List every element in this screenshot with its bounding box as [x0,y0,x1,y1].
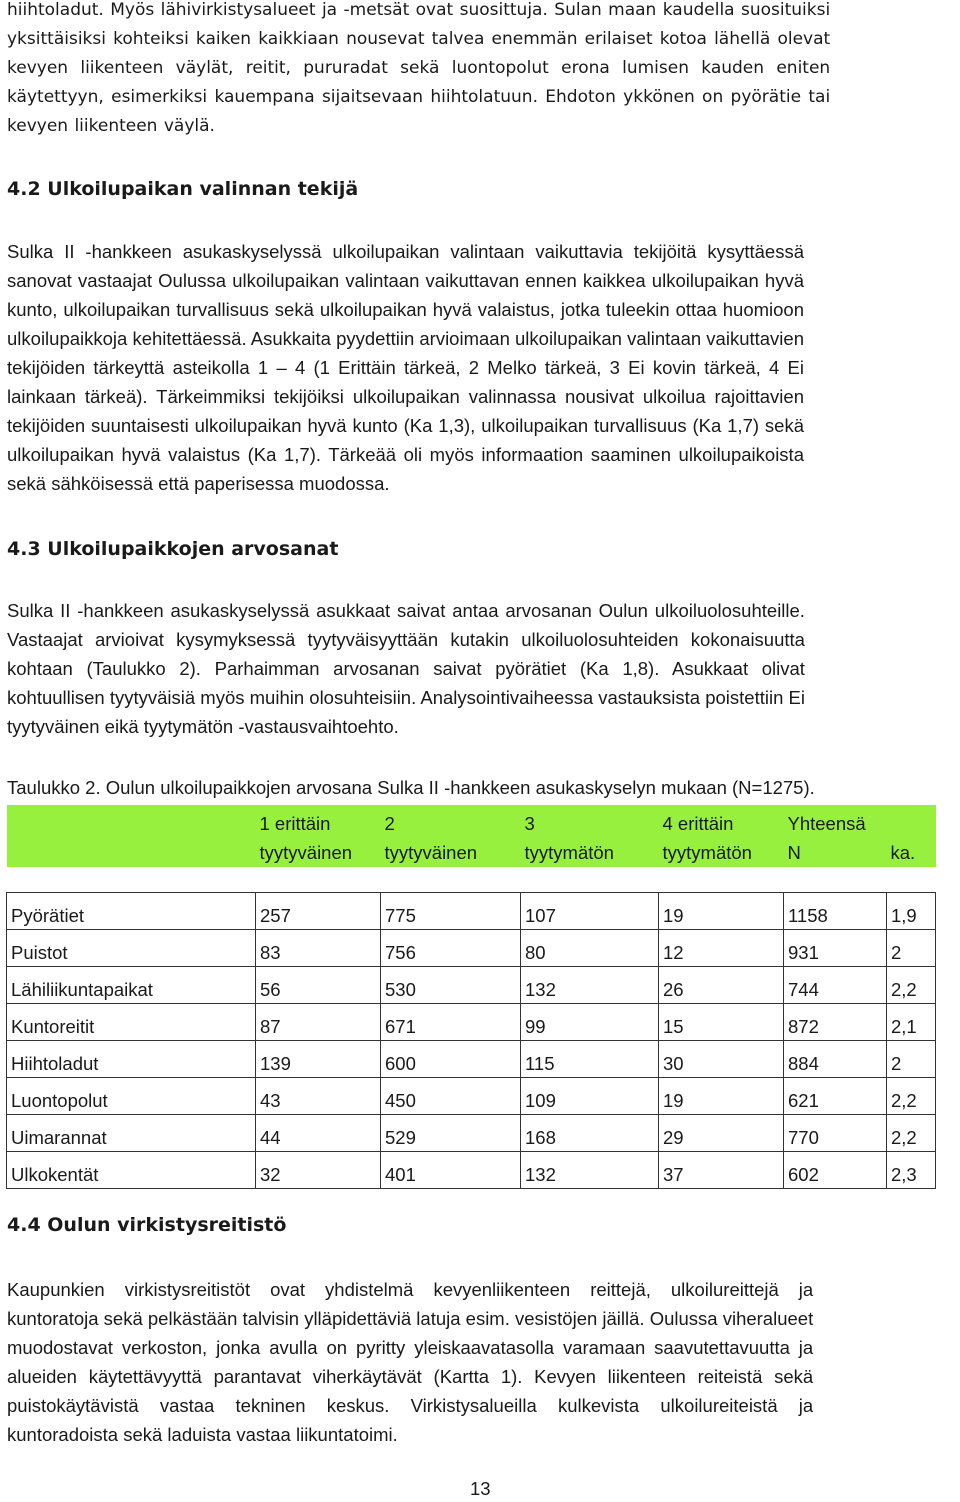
value-cell: 602 [784,1152,887,1189]
row-label-cell: Lähiliikuntapaikat [7,967,256,1004]
value-cell: 2 [887,930,936,967]
text-line: sekä sähköisessä että paperisessa muodossa. [7,473,390,494]
value-cell: 671 [381,1004,521,1041]
value-cell: 115 [521,1041,659,1078]
text-line: lainkaan tärkeä). Tärkeimmiksi tekijöiksi ulkoilupaikan valinnassa nousivat ulkoilua rajoittavien [7,386,804,407]
ratings-table [6,805,936,1189]
value-cell: 529 [381,1115,521,1152]
value-cell: 621 [784,1078,887,1115]
text-line: kevyen liikenteen väylät, reitit, pururadat sekä luontopolut erona lumisen kauden eniten [7,58,831,78]
header-cell: 3 tyytymätön [521,805,659,867]
row-label-cell: Ulkokentät [7,1152,256,1189]
text-line: kohtaan (Taulukko 2). Parhaimman arvosanan saivat pyörätiet (Ka 1,8). Asukkaat olivat [7,658,805,679]
row-label-cell: Kuntoreitit [7,1004,256,1041]
text-line: Sulka II -hankkeen asukaskyselyssä asukkaat saivat antaa arvosanan Oulun ulkoiluolosuhteille. [7,600,805,621]
value-cell: 139 [256,1041,381,1078]
value-cell: 257 [256,893,381,930]
section-heading-4-2: 4.2 Ulkoilupaikan valinnan tekijä [7,178,359,200]
value-cell: 931 [784,930,887,967]
header-cell: Yhteensä N [784,805,887,867]
value-cell: 775 [381,893,521,930]
value-cell: 56 [256,967,381,1004]
header-cell: ka. [887,805,936,867]
value-cell: 29 [659,1115,784,1152]
value-cell: 37 [659,1152,784,1189]
text-line: kevyen liikenteen väylä. [7,116,215,136]
value-cell: 99 [521,1004,659,1041]
table-row [7,1115,936,1152]
text-line: Sulka II -hankkeen asukaskyselyssä ulkoilupaikan valintaan vaikuttavia tekijöitä kysyttäessä [7,241,804,262]
value-cell: 401 [381,1152,521,1189]
text-line: alueiden käytettävyyttä parantavat viherkäytävät (Kartta 1). Kevyen liikenteen reiteistä sekä [7,1366,814,1387]
text-line: kohtuullisen tyytyväisiä myös muihin olosuhteisiin. Analysointivaiheessa vastauksista poistettiin Ei [7,687,805,708]
row-label-cell: Puistot [7,930,256,967]
value-cell: 26 [659,967,784,1004]
value-cell: 744 [784,967,887,1004]
text-line: hiihtoladut. Myös lähivirkistysalueet ja -metsät ovat suosittuja. Sulan maan kaudella suosituiksi [7,0,831,20]
value-cell: 32 [256,1152,381,1189]
table-row [7,930,936,967]
value-cell: 530 [381,967,521,1004]
value-cell: 80 [521,930,659,967]
value-cell: 87 [256,1004,381,1041]
header-cell: 1 erittäin tyytyväinen [256,805,381,867]
section-4-3-paragraph [7,596,805,741]
section-heading-4-3: 4.3 Ulkoilupaikkojen arvosanat [7,538,339,560]
value-cell: 132 [521,1152,659,1189]
value-cell: 2,1 [887,1004,936,1041]
value-cell: 450 [381,1078,521,1115]
table-caption: Taulukko 2. Oulun ulkoilupaikkojen arvosana Sulka II -hankkeen asukaskyselyn mukaan (N=1275). [7,777,815,798]
section-4-4-paragraph [7,1275,813,1449]
text-line: muodostavat verkoston, jonka avulla on pyritty yleiskaavatasolla varamaan saavutettavuutta ja [7,1337,814,1358]
value-cell: 2,3 [887,1152,936,1189]
text-line: tyytyväinen eikä tyytymätön -vastausvaihtoehto. [7,716,399,737]
row-label-cell: Hiihtoladut [7,1041,256,1078]
value-cell: 2,2 [887,1115,936,1152]
value-cell: 12 [659,930,784,967]
table-row [7,1004,936,1041]
value-cell: 109 [521,1078,659,1115]
intro-paragraph [7,0,830,141]
value-cell: 30 [659,1041,784,1078]
table-row [7,1041,936,1078]
value-cell: 1,9 [887,893,936,930]
value-cell: 756 [381,930,521,967]
value-cell: 1158 [784,893,887,930]
table-row [7,967,936,1004]
text-line: sanovat vastaajat Oulussa ulkoilupaikan valintaan vaikuttavan ennen kaikkea ulkoilupaikan hyvä [7,270,804,291]
section-heading-4-4: 4.4 Oulun virkistysreitistö [7,1214,287,1236]
value-cell: 2 [887,1041,936,1078]
table-row [7,1152,936,1189]
value-cell: 44 [256,1115,381,1152]
text-line: kuntoratoja sekä pelkästään talvisin ylläpidettäviä latuja esim. vesistöjen jäillä. Oulussa viheralueet [7,1308,814,1329]
value-cell: 19 [659,1078,784,1115]
value-cell: 872 [784,1004,887,1041]
row-label-cell: Luontopolut [7,1078,256,1115]
text-line: kuntoradoista sekä laduista vastaa liikuntatoimi. [7,1424,398,1445]
value-cell: 19 [659,893,784,930]
value-cell: 43 [256,1078,381,1115]
section-4-2-paragraph [7,237,804,498]
header-cell [7,805,256,867]
value-cell: 884 [784,1041,887,1078]
text-line: tekijöiden suuntaisesti ulkoilupaikan hyvä kunto (Ka 1,3), ulkoilupaikan turvallisuus (Ka 1,7) sekä [7,415,804,436]
value-cell: 2,2 [887,967,936,1004]
row-label-cell: Pyörätiet [7,893,256,930]
header-cell: 4 erittäin tyytymätön [659,805,784,867]
value-cell: 132 [521,967,659,1004]
text-line: Kaupunkien virkistysreitistöt ovat yhdistelmä kevyenliikenteen reittejä, ulkoilureittejä ja [7,1279,814,1300]
value-cell: 168 [521,1115,659,1152]
text-line: puistokäytävistä vastaa tekninen keskus. Virkistysalueilla kulkevista ulkoilureiteistä ja [7,1395,814,1416]
value-cell: 770 [784,1115,887,1152]
text-line: tekijöiden tärkeyttä asteikolla 1 – 4 (1 Erittäin tärkeä, 2 Melko tärkeä, 3 Ei kovin tärkeä, 4 Ei [7,357,804,378]
value-cell: 15 [659,1004,784,1041]
row-label-cell: Uimarannat [7,1115,256,1152]
table-row [7,893,936,930]
value-cell: 107 [521,893,659,930]
text-line: ulkoilupaikkoja kehitettäessä. Asukkaita pyydettiin arvioimaan ulkoilupaikan valintaan vaikuttavien [7,328,804,349]
page-number: 13 [470,1478,491,1499]
text-line: ulkoilupaikan hyvä valaistus (Ka 1,7). Tärkeää oli myös informaation saaminen ulkoilupaikoista [7,444,804,465]
text-line: käytettyyn, esimerkiksi kauempana sijaitsevaan hiihtolatuun. Ehdoton ykkönen on pyörätie tai [7,87,831,107]
value-cell: 600 [381,1041,521,1078]
text-line: kunto, ulkoilupaikan turvallisuus sekä ulkoilupaikan hyvä valaistus, jotka tuleekin ottaa huomioon [7,299,804,320]
value-cell: 83 [256,930,381,967]
text-line: Vastaajat arvioivat kysymyksessä tyytyväisyyttään kutakin ulkoiluolosuhteiden kokonaisuutta [7,629,805,650]
header-cell: 2 tyytyväinen [381,805,521,867]
value-cell: 2,2 [887,1078,936,1115]
text-line: yksittäisiksi kohteiksi kaiken kaikkiaan nousevat talvea enemmän erilaiset kotoa lähellä olevat [7,29,831,49]
table-row [7,1078,936,1115]
table-header-row [7,805,936,867]
